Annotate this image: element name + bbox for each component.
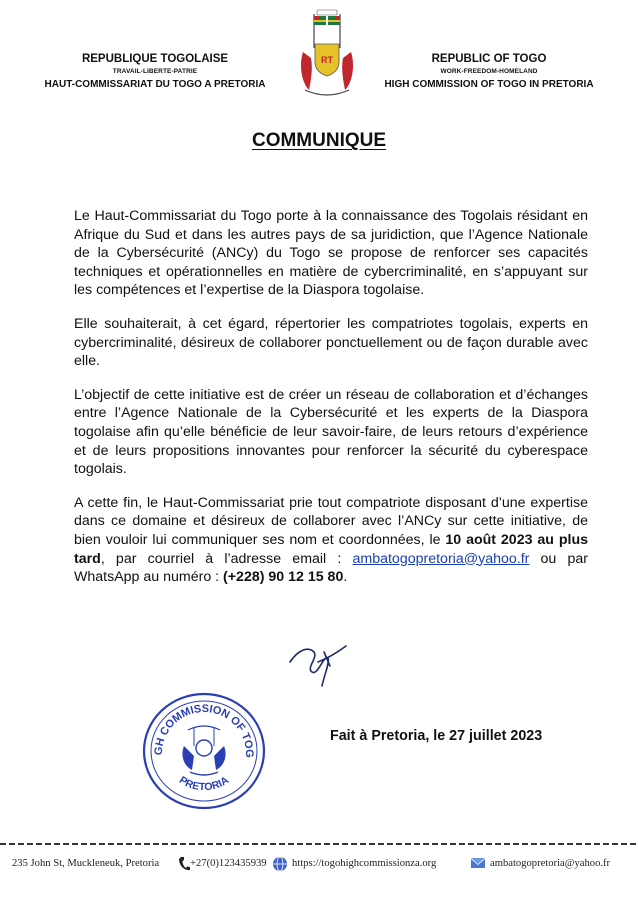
- country-name-fr: REPUBLIQUE TOGOLAISE: [81, 53, 229, 65]
- handwritten-signature-icon: [284, 632, 354, 688]
- header-left-block: [30, 52, 280, 92]
- svg-text:RT: RT: [321, 55, 333, 65]
- paragraph-4: [74, 494, 588, 587]
- document-title: COMMUNIQUE: [251, 130, 387, 151]
- whatsapp-number: (+228) 90 12 15 80: [223, 569, 344, 586]
- paragraph-4-text-b: , par courriel à l’adresse email :: [100, 550, 353, 567]
- footer-website[interactable]: https://togohighcommissionza.org: [292, 858, 437, 869]
- paragraph-1: Le Haut-Commissariat du Togo porte à la connaissance des Togolais résidant en Afrique du Sud et dans les autres pays de sa juridiction, que l’Agence Nationale de la Cybersécurité (ANCy) du Togo se propose de renforcer ses capacités techniques et opérationnelles en matière de cybercriminalité, en s’appuyant sur les compétences et l’expertise de la Diaspora togolaise.: [74, 208, 588, 299]
- contact-email-link[interactable]: ambatogopretoria@yahoo.fr: [352, 550, 530, 567]
- svg-text:PRETORIA: PRETORIA: [176, 774, 231, 794]
- footer-phone: +27(0)123435939: [190, 858, 267, 869]
- footer-divider: [0, 843, 638, 845]
- motto-fr: TRAVAIL-LIBERTE-PATRIE: [112, 68, 198, 75]
- email-icon: [470, 856, 486, 870]
- paragraph-4-text-c: ou par WhatsApp au numéro :: [74, 550, 589, 586]
- paragraph-4-end: .: [343, 569, 348, 586]
- official-seal-icon: [140, 690, 268, 812]
- office-name-fr: HAUT-COMMISSARIAT DU TOGO A PRETORIA: [44, 79, 266, 90]
- office-name-en: HIGH COMMISSION OF TOGO IN PRETORIA: [384, 79, 594, 90]
- globe-icon: [272, 856, 288, 872]
- phone-icon: [178, 856, 190, 872]
- footer: [0, 856, 638, 876]
- deadline-text: 10 août 2023 au plus tard: [74, 531, 589, 567]
- coat-of-arms-icon: [297, 8, 357, 104]
- motto-en: WORK-FREEDOM-HOMELAND: [440, 68, 538, 75]
- svg-text:HIGH COMMISSION OF TOGO: GH COMMISSION OF TOG: [152, 702, 256, 758]
- paragraph-3: L’objectif de cette initiative est de créer un réseau de collaboration et d’échanges entre l’Agence Nationale de la Cybersécurité et les experts de la Diaspora togolaise afin qu’elle bénéficie de leur savoir-faire, de leurs retours d’expérience et de leurs propositions innovantes pour renforcer la sécurité du cyberespace togolais.: [74, 386, 588, 478]
- header-right-block: [370, 52, 608, 92]
- place-and-date: Fait à Pretoria, le 27 juillet 2023: [330, 728, 543, 744]
- footer-email[interactable]: ambatogopretoria@yahoo.fr: [490, 858, 611, 869]
- paragraph-4-text-a: A cette fin, le Haut-Commissariat prie tout compatriote disposant d’une expertise dans ce domaine et désireux de collaborer avec l’ANCy sur cette initiative, de bien vouloir lui communiquer ses nom et coordonnées, le: [74, 494, 588, 548]
- communique-body: [74, 207, 588, 602]
- footer-address: 235 John St, Muckleneuk, Pretoria: [12, 858, 160, 869]
- country-name-en: REPUBLIC OF TOGO: [431, 53, 547, 65]
- paragraph-2: Elle souhaiterait, à cet égard, répertorier les compatriotes togolais, experts en cybercriminalité, désireux de collaborer ponctuellement ou de façon durable avec elle.: [74, 315, 588, 370]
